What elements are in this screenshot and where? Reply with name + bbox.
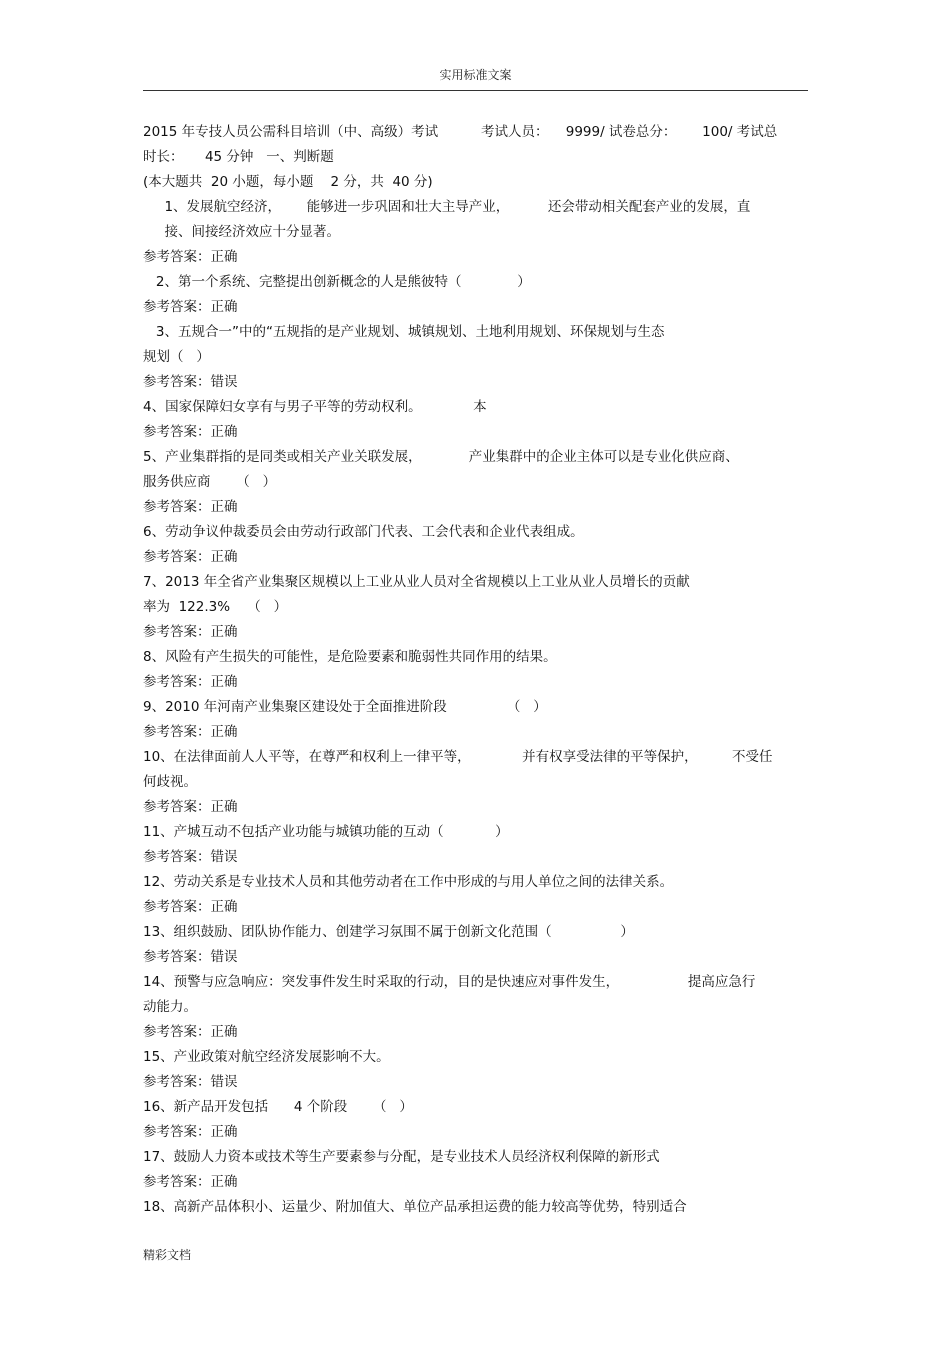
document-line: 参考答案：正确 xyxy=(143,1124,238,1140)
document-body xyxy=(143,120,808,1220)
document-line: 参考答案：错误 xyxy=(143,1074,238,1090)
document-line: 参考答案：正确 xyxy=(143,1174,238,1190)
document-line: 时长： 45 分钟 一、判断题 xyxy=(143,149,334,165)
document-line: 2、第一个系统、完整提出创新概念的人是熊彼特（ ） xyxy=(143,274,531,290)
header-rule xyxy=(143,90,808,91)
document-line: 10、在法律面前人人平等，在尊严和权利上一律平等， 并有权享受法律的平等保护， 不受任 xyxy=(143,749,773,765)
document-line: 参考答案：正确 xyxy=(143,624,238,640)
document-line: 参考答案：正确 xyxy=(143,299,238,315)
document-line: 参考答案：错误 xyxy=(143,374,238,390)
document-line: 13、组织鼓励、团队协作能力、创建学习氛围不属于创新文化范围（ ） xyxy=(143,924,634,940)
document-line: 14、预警与应急响应：突发事件发生时采取的行动，目的是快速应对事件发生， 提高应急行 xyxy=(143,974,756,990)
document-line: 参考答案：正确 xyxy=(143,424,238,440)
document-line: 5、产业集群指的是同类或相关产业关联发展， 产业集群中的企业主体可以是专业化供应商、 xyxy=(143,449,739,465)
document-line: 4、国家保障妇女享有与男子平等的劳动权利。 本 xyxy=(143,399,487,415)
document-line: 9、2010 年河南产业集聚区建设处于全面推进阶段 （ ） xyxy=(143,699,547,715)
document-line: 12、劳动关系是专业技术人员和其他劳动者在工作中形成的与用人单位之间的法律关系。 xyxy=(143,874,674,890)
page-footer: 精彩文档 xyxy=(143,1248,192,1262)
document-line: 何歧视。 xyxy=(143,774,197,790)
document-line: 17、鼓励人力资本或技术等生产要素参与分配，是专业技术人员经济权利保障的新形式 xyxy=(143,1149,660,1165)
document-line: 参考答案：正确 xyxy=(143,799,238,815)
document-line: 15、产业政策对航空经济发展影响不大。 xyxy=(143,1049,390,1065)
page-header: 实用标准文案 xyxy=(439,68,512,82)
document-line: 参考答案：正确 xyxy=(143,1024,238,1040)
document-line: 18、高新产品体积小、运量少、附加值大、单位产品承担运费的能力较高等优势，特别适合 xyxy=(143,1199,687,1215)
document-line: 8、风险有产生损失的可能性，是危险要素和脆弱性共同作用的结果。 xyxy=(143,649,557,665)
document-line: 参考答案：正确 xyxy=(143,724,238,740)
document-line: 参考答案：正确 xyxy=(143,899,238,915)
document-line: 动能力。 xyxy=(143,999,197,1015)
document-line: 3、五规合一”中的“五规指的是产业规划、城镇规划、土地利用规划、环保规划与生态 xyxy=(143,324,665,340)
document-line: 2015 年专技人员公需科目培训（中、高级）考试 考试人员： 9999/ 试卷总分： 100/ 考试总 xyxy=(143,124,778,140)
document-line: 参考答案：正确 xyxy=(143,549,238,565)
document-line: 规划（ ） xyxy=(143,349,210,365)
document-line: 参考答案：错误 xyxy=(143,949,238,965)
document-line: 率为 122.3% （ ） xyxy=(143,599,288,615)
document-line: 参考答案：错误 xyxy=(143,849,238,865)
document-line: 参考答案：正确 xyxy=(143,249,238,265)
document-line: 服务供应商 （ ） xyxy=(143,474,277,490)
document-line: 参考答案：正确 xyxy=(143,499,238,515)
document-line: 11、产城互动不包括产业功能与城镇功能的互动（ ） xyxy=(143,824,509,840)
document-line: (本大题共 20 小题，每小题 2 分，共 40 分) xyxy=(143,174,433,190)
document-line: 接、间接经济效应十分显著。 xyxy=(143,224,340,240)
document-line: 1、发展航空经济， 能够进一步巩固和壮大主导产业， 还会带动相关配套产业的发展，直 xyxy=(143,199,751,215)
document-line: 6、劳动争议仲裁委员会由劳动行政部门代表、工会代表和企业代表组成。 xyxy=(143,524,584,540)
document-line: 参考答案：正确 xyxy=(143,674,238,690)
document-line: 16、新产品开发包括 4 个阶段 （ ） xyxy=(143,1099,413,1115)
document-line: 7、2013 年全省产业集聚区规模以上工业从业人员对全省规模以上工业从业人员增长的贡献 xyxy=(143,574,690,590)
